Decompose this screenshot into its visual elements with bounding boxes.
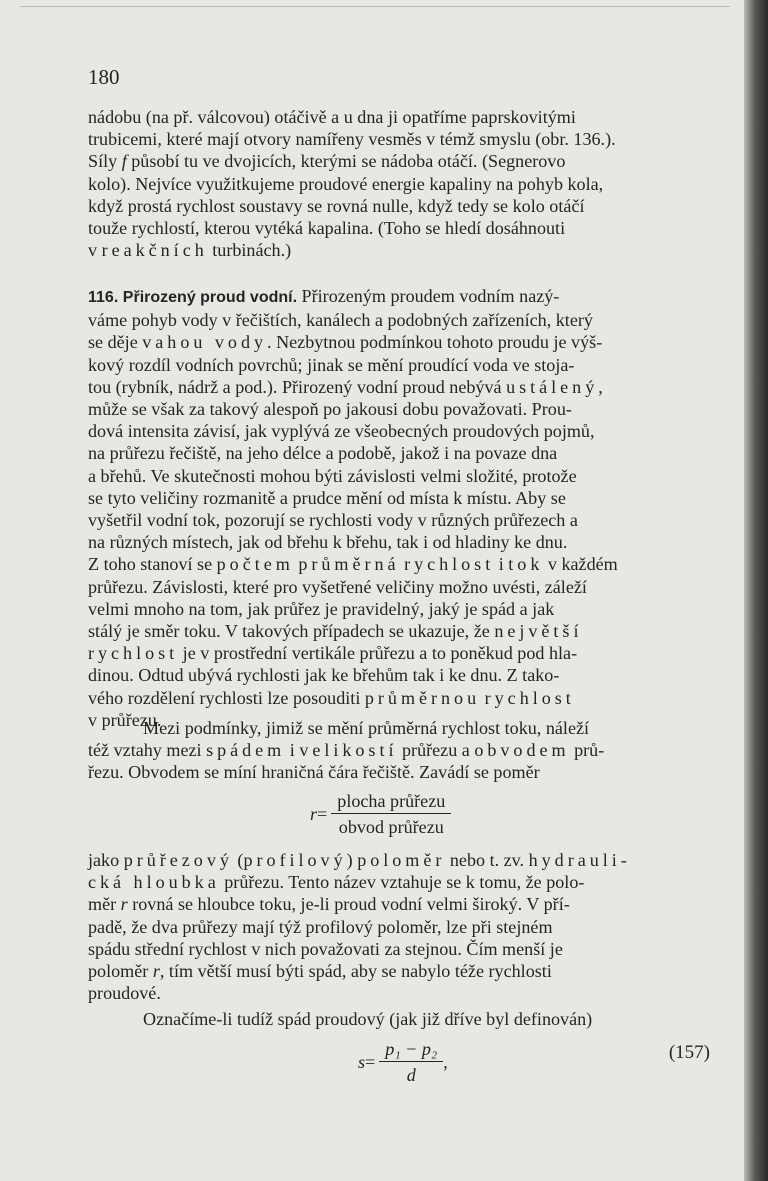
section-line: vého rozdělení rychlosti lze posouditi průměrnou rychlost (88, 687, 575, 708)
page-binding-edge (744, 0, 768, 1181)
section-line: a břehů. Ve skutečnosti mohou býti závislosti velmi složité, protože (88, 465, 577, 486)
radius-line: spádu střední rychlost v nich považovati za stejnou. Čím menší je (88, 938, 563, 959)
intro-line: Síly f působí tu ve dvojicích, kterými se nádoba otáčí. (Segnerovo (88, 151, 566, 172)
conditions-line: řezu. Obvodem se míní hraničná čára řečiště. Zavádí se poměr (88, 762, 540, 783)
intro-line: touže rychlostí, kterou vytéká kapalina. (Toho se hledí dosáhnouti (88, 218, 566, 239)
section-line: vyšetřil vodní tok, pozorují se rychlosti vody v různých průřezech a (88, 510, 578, 531)
hydraulic-radius-formula (310, 790, 451, 838)
section-line: průřezu. Závislosti, které pro vyšetřené veličiny možno uvésti, záleží (88, 576, 587, 597)
slope-formula (358, 1038, 448, 1086)
radius-line: padě, že dva průřezy mají týž profilový poloměr, lze při stejném (88, 916, 553, 937)
section-line: Z toho stanoví se počtem průměrná rychlost i tok v každém (88, 554, 618, 575)
section-line: může se však za takový alespoň po jakousi dobu považovati. Prou- (88, 399, 572, 420)
intro-line: trubicemi, které mají otvory namířeny vesměs v témž smyslu (obr. 136.). (88, 129, 616, 150)
section-line: dová intensita závisí, jak vyplývá ze všeobecných proudových pojmů, (88, 421, 595, 442)
conditions-paragraph (88, 717, 710, 784)
formula-denominator: obvod průřezu (338, 817, 444, 838)
section-line: na průřezu řečiště, na jeho délce a podobě, jakož i na povaze dna (88, 443, 558, 464)
intro-paragraph (88, 106, 710, 261)
section-number: 116. (88, 289, 119, 306)
formula-equals: = (317, 804, 328, 825)
radius-line: poloměr r, tím větší musí býti spád, aby se nabylo téže rychlosti (88, 961, 552, 982)
formula-lhs: s (358, 1052, 366, 1073)
top-rule (20, 6, 730, 7)
section-line: stálý je směr toku. V takových případech se ukazuje, že největší (88, 621, 583, 642)
equation-number: (157) (668, 1042, 710, 1063)
section-heading-line: 116. Přirozený proud vodní. Přirozeným proudem vodním nazý- (88, 286, 560, 306)
radius-line: proudové. (88, 983, 161, 1004)
formula-numerator: p₁ − p₂ (379, 1038, 443, 1062)
section-line: se děje vahou vody. Nezbytnou podmínkou tohoto proudu je výš- (88, 332, 603, 353)
section-line: dinou. Odtud ubývá rychlosti jak ke břehům tak i ke dnu. Z tako- (88, 665, 560, 686)
section-line: v průřezu. (88, 709, 162, 730)
section-line: na různých místech, jak od břehu k břehu, tak i od hladiny ke dnu. (88, 532, 568, 553)
formula-denominator: d (406, 1065, 416, 1086)
section-line: se tyto veličiny rozmanitě a prudce mění od místa k místu. Aby se (88, 487, 566, 508)
slope-line: Označíme-li tudíž spád proudový (jak již dříve byl definován) (143, 1009, 593, 1029)
page-number: 180 (88, 65, 120, 89)
force-symbol: f (121, 151, 127, 172)
slope-paragraph (88, 1008, 710, 1030)
conditions-line: Mezi podmínky, jimiž se mění průměrná rychlost toku, náleží (143, 718, 590, 738)
formula-comma: , (443, 1052, 448, 1073)
intro-line: kolo). Nejvíce využitkujeme proudové energie kapaliny na pohyb kola, (88, 173, 604, 194)
radius-paragraph (88, 849, 710, 1004)
conditions-line: též vztahy mezi spádem i velikostí průřezu a obvodem prů- (88, 740, 605, 761)
radius-line: jako průřezový (profilový) poloměr nebo t. zv. hydrauli- (88, 850, 631, 870)
formula-numerator: plocha průřezu (331, 790, 451, 814)
section-line: velmi mnoho na tom, jak průřez je pravidelný, jaký je spád a jak (88, 598, 555, 619)
section-line: váme pohyb vody v řečištích, kanálech a podobných zařízeních, který (88, 310, 593, 331)
radius-line: měr r rovná se hloubce toku, je-li proud vodní velmi široký. V pří- (88, 894, 570, 915)
formula-fraction (331, 790, 451, 838)
section-116 (88, 285, 710, 731)
section-line: rychlost je v prostřední vertikále průřezu a to poněkud pod hla- (88, 643, 578, 664)
section-line: tou (rybník, nádrž a pod.). Přirozený vodní proud nebývá ustálený, (88, 376, 603, 397)
radius-line: cká hloubka průřezu. Tento název vztahuje se k tomu, že polo- (88, 872, 585, 893)
section-line: kový rozdíl vodních povrchů; jinak se mění proudící voda ve stoja- (88, 354, 575, 375)
intro-line: nádobu (na př. válcovou) otáčivě a u dna ji opatříme paprskovitými (88, 107, 576, 127)
intro-line: když prostá rychlost soustavy se rovná nulle, když tedy se kolo otáčí (88, 195, 585, 216)
formula-equals: = (365, 1052, 376, 1073)
intro-line: v reakčních turbinách.) (88, 240, 292, 261)
formula-fraction (379, 1038, 443, 1086)
formula-lhs: r (310, 804, 318, 825)
section-title: Přirozený proud vodní. (122, 289, 298, 306)
